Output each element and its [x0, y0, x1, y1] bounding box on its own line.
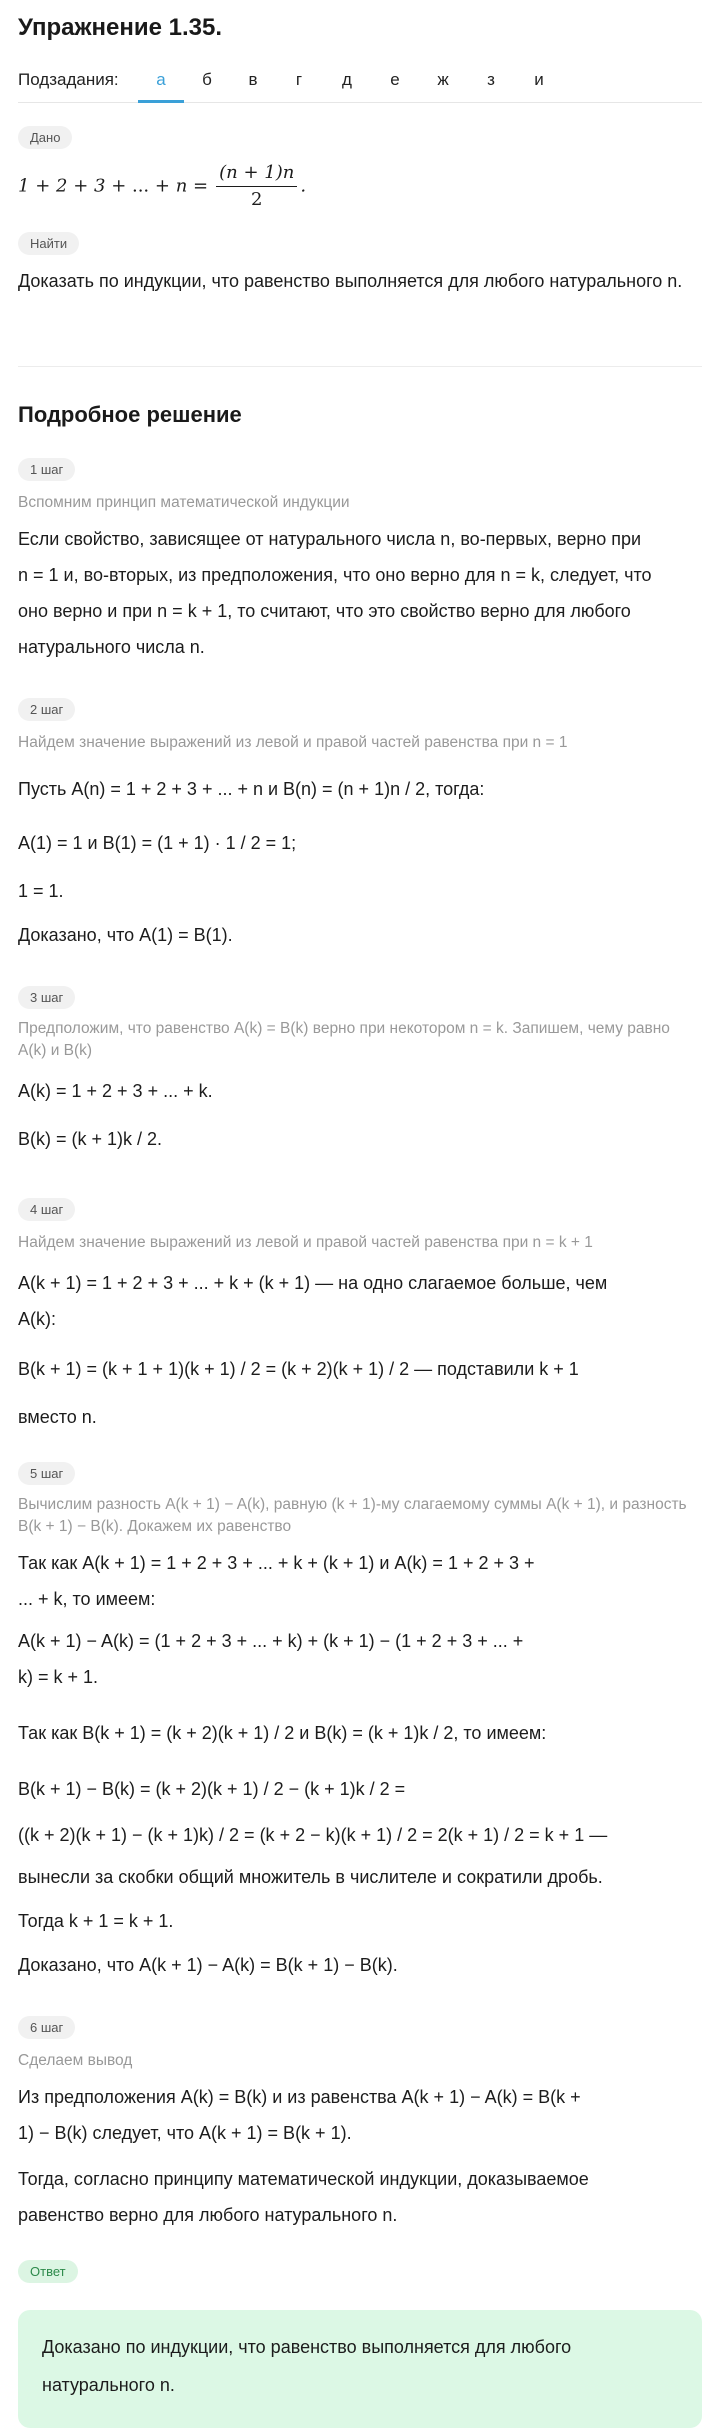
s1-l4: натурального числа n. — [18, 637, 205, 657]
page-title: Упражнение 1.35. — [18, 14, 223, 41]
s1-l2: n = 1 и, во-вторых, из предположения, что оно верно для n = k, следует, что — [18, 565, 652, 585]
given-badge: Дано — [18, 126, 72, 149]
tab-zh[interactable]: ж — [437, 70, 449, 89]
step-1-hint: Вспомним принцип математической индукции — [18, 494, 350, 511]
subtasks-tabs — [18, 64, 702, 103]
step-5-badge: 5 шаг — [18, 1462, 75, 1485]
tab-z[interactable]: з — [487, 70, 495, 89]
s5-l4: k) = k + 1. — [18, 1667, 99, 1687]
answer-box — [18, 2310, 702, 2428]
s6-l1: Из предположения A(k) = B(k) и из равенства A(k + 1) − A(k) = B(k + — [18, 2087, 581, 2107]
find-badge: Найти — [18, 232, 79, 255]
tab-e[interactable]: е — [390, 70, 400, 89]
s5-l2: ... + k, то имеем: — [18, 1589, 156, 1609]
step-4-badge: 4 шаг — [18, 1198, 75, 1221]
subtasks-label: Подзадания: — [18, 70, 119, 89]
s4-l1: A(k + 1) = 1 + 2 + 3 + ... + k + (k + 1) — на одно слагаемое больше, чем — [18, 1273, 608, 1293]
s5-l6: B(k + 1) − B(k) = (k + 2)(k + 1) / 2 − (k + 1)k / 2 = — [18, 1779, 406, 1799]
s3-l1: A(k) = 1 + 2 + 3 + ... + k. — [18, 1081, 213, 1101]
s1-l1: Если свойство, зависящее от натурального числа n, во-первых, верно при — [18, 529, 642, 549]
s6-l3: Тогда, согласно принципу математической индукции, доказываемое — [18, 2169, 589, 2189]
step-6-badge: 6 шаг — [18, 2016, 75, 2039]
tab-g[interactable]: г — [295, 70, 303, 89]
s2-l2: A(1) = 1 и B(1) = (1 + 1) · 1 / 2 = 1; — [18, 833, 297, 853]
s6-l2: 1) − B(k) следует, что A(k + 1) = B(k + 1). — [18, 2123, 352, 2143]
step-1-badge: 1 шаг — [18, 458, 75, 481]
s2-l1: Пусть A(n) = 1 + 2 + 3 + ... + n и B(n) = (n + 1)n / 2, тогда: — [18, 779, 485, 799]
s2-l3: 1 = 1. — [18, 881, 64, 901]
s4-l3: B(k + 1) = (k + 1 + 1)(k + 1) / 2 = (k + 2)(k + 1) / 2 — подставили k + 1 — [18, 1359, 579, 1379]
s5-l1: Так как A(k + 1) = 1 + 2 + 3 + ... + k + (k + 1) и A(k) = 1 + 2 + 3 + — [18, 1553, 535, 1573]
tab-v[interactable]: в — [248, 70, 258, 89]
answer-l1: Доказано по индукции, что равенство выполняется для любого — [42, 2337, 572, 2357]
s5-l5: Так как B(k + 1) = (k + 2)(k + 1) / 2 и B(k) = (k + 1)k / 2, то имеем: — [18, 1723, 547, 1743]
s5-l7: ((k + 2)(k + 1) − (k + 1)k) / 2 = (k + 2 − k)(k + 1) / 2 = 2(k + 1) / 2 = k + 1 — — [18, 1825, 608, 1845]
divider — [18, 366, 702, 367]
step-5-hint: Вычислим разность A(k + 1) − A(k), равную (k + 1)-му слагаемому суммы A(k + 1), и разность B(k + 1) − B(k). Докажем их равенство — [18, 1496, 687, 1535]
s5-l10: Доказано, что A(k + 1) − A(k) = B(k + 1) − B(k). — [18, 1955, 398, 1975]
s5-l9: Тогда k + 1 = k + 1. — [18, 1911, 174, 1931]
tab-b[interactable]: б — [202, 70, 212, 89]
given-formula: 1 + 2 + 3 + ... + n = $\frac{(n + 1)n}{2}$ . — [18, 162, 307, 210]
step-2-hint: Найдем значение выражений из левой и правой частей равенства при n = 1 — [18, 734, 568, 751]
tab-d[interactable]: д — [342, 70, 352, 89]
solution-title: Подробное решение — [18, 402, 242, 427]
step-3-hint: Предположим, что равенство A(k) = B(k) верно при некотором n = k. Запишем, чему равно A(k) и B(k) — [18, 1020, 670, 1059]
s6-l4: равенство верно для любого натурального n. — [18, 2205, 398, 2225]
s5-l8: вынесли за скобки общий множитель в числителе и сократили дробь. — [18, 1867, 603, 1887]
s2-l4: Доказано, что A(1) = B(1). — [18, 925, 233, 945]
s4-l4: вместо n. — [18, 1407, 97, 1427]
step-3-badge: 3 шаг — [18, 986, 75, 1009]
step-2-badge: 2 шаг — [18, 698, 75, 721]
s5-l3: A(k + 1) − A(k) = (1 + 2 + 3 + ... + k) + (k + 1) − (1 + 2 + 3 + ... + — [18, 1631, 524, 1651]
s3-l2: B(k) = (k + 1)k / 2. — [18, 1129, 163, 1149]
find-text: Доказать по индукции, что равенство выполняется для любого натурального n. — [18, 271, 683, 291]
step-6-hint: Сделаем вывод — [18, 2052, 133, 2069]
tab-a[interactable]: а — [138, 70, 184, 103]
tab-i[interactable]: и — [534, 70, 544, 89]
answer-badge: Ответ — [18, 2260, 78, 2283]
s4-l2: A(k): — [18, 1309, 56, 1329]
step-4-hint: Найдем значение выражений из левой и правой частей равенства при n = k + 1 — [18, 1234, 593, 1251]
s1-l3: оно верно и при n = k + 1, то считают, что это свойство верно для любого — [18, 601, 631, 621]
answer-l2: натурального n. — [42, 2375, 175, 2395]
